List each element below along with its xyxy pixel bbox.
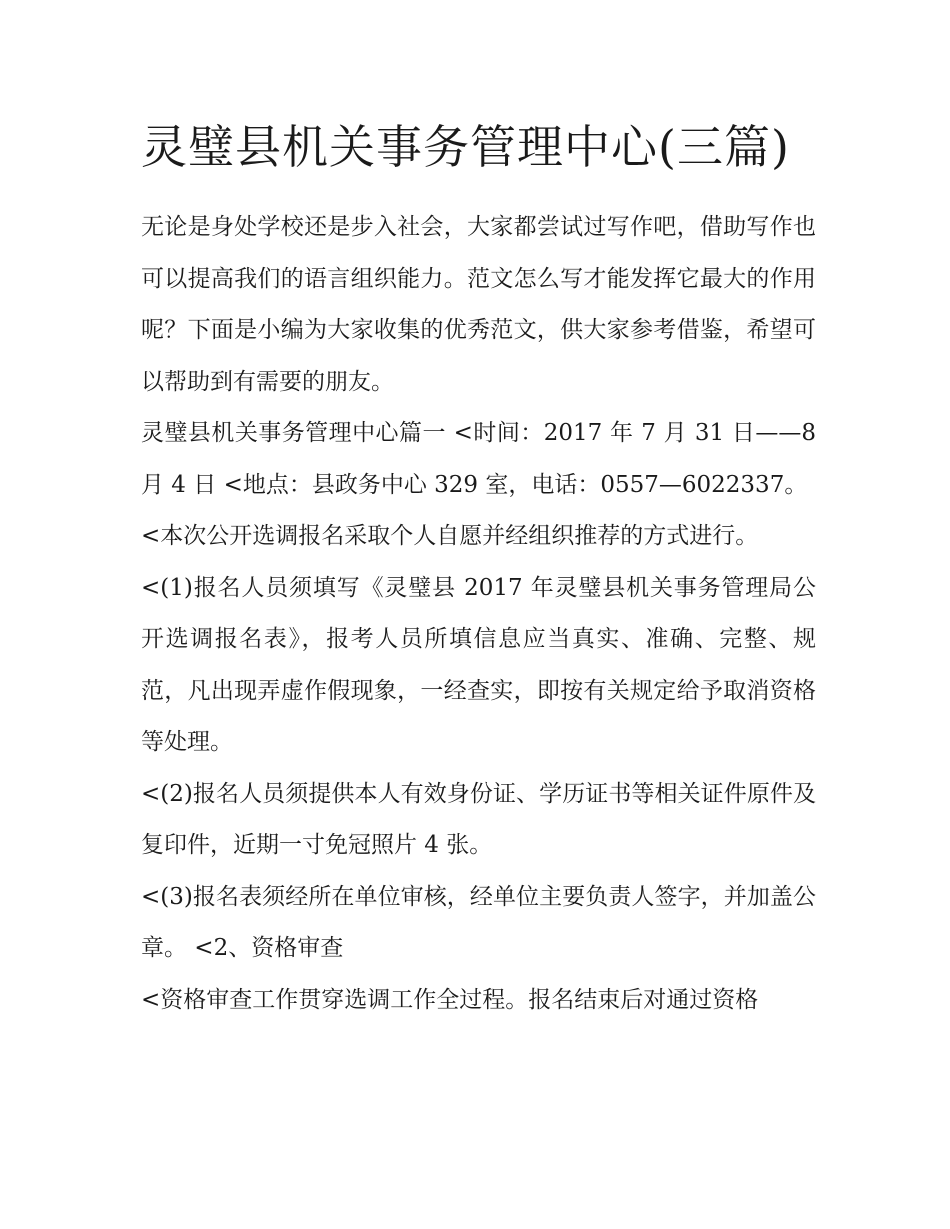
paragraph-item-3: <(3)报名表须经所在单位审核，经单位主要负责人签字，并加盖公章。 <2、资格审查 bbox=[141, 883, 816, 961]
paragraph-time-location: 灵璧县机关事务管理中心篇一 <时间：2017 年 7 月 31 日——8 月 4 日 <地点：县政务中心 329 室，电话：0557—6022337。 bbox=[141, 420, 816, 498]
paragraph-qualification-review: <资格审查工作贯穿选调工作全过程。报名结束后对通过资格 bbox=[141, 986, 759, 1013]
paragraph-registration-method: <本次公开选调报名采取个人自愿并经组织推荐的方式进行。 bbox=[141, 523, 759, 549]
document-title: 灵璧县机关事务管理中心(三篇) bbox=[141, 120, 790, 174]
paragraph-intro: 无论是身处学校还是步入社会，大家都尝试过写作吧，借助写作也可以提高我们的语言组织能力。范文怎么写才能发挥它最大的作用呢？下面是小编为大家收集的优秀范文，供大家参考借鉴，希望可以帮助到有需要的朋友。 bbox=[141, 214, 816, 395]
paragraph-item-1: <(1)报名人员须填写《灵璧县 2017 年灵璧县机关事务管理局公开选调报名表》，报考人员所填信息应当真实、准确、完整、规范，凡出现弄虚作假现象，一经查实，即按有关规定给予取消资格等处理。 bbox=[141, 574, 816, 755]
document-page bbox=[141, 112, 816, 1026]
paragraph-item-2: <(2)报名人员须提供本人有效身份证、学历证书等相关证件原件及复印件，近期一寸免冠照片 4 张。 bbox=[141, 780, 816, 858]
